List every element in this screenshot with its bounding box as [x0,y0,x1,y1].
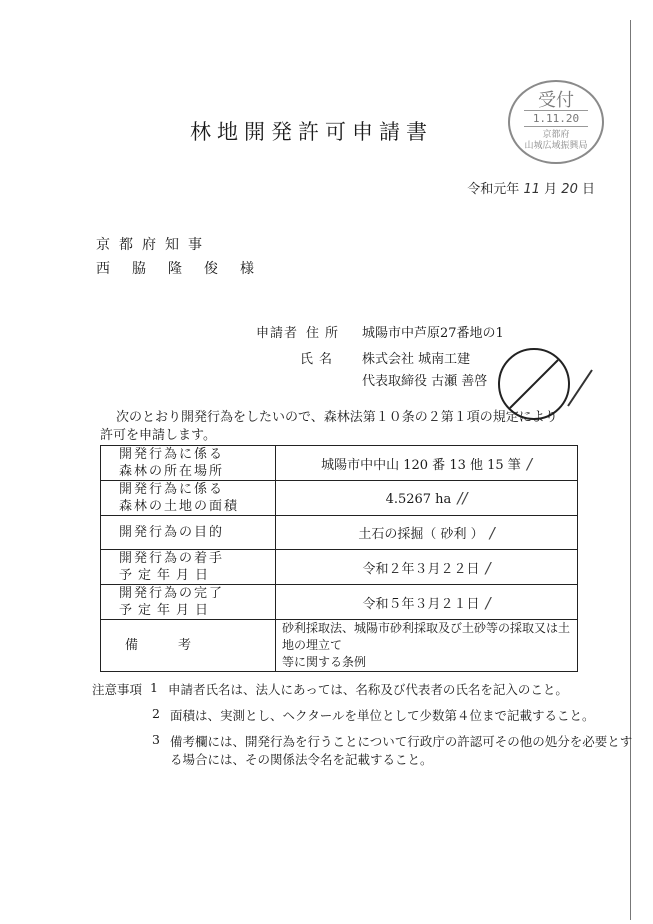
purpose-value: 土石の採掘（ 砂利 ） [358,527,484,542]
date-day-unit: 日 [581,182,595,197]
remarks-line1: 砂利採取法、城陽市砂利採取及び土砂等の採取又は土地の埋立て [282,621,571,652]
row-label-line2: 予定年月日 [119,603,215,618]
row-label-line1: 開発行為に係る [119,447,225,462]
application-table [100,445,578,672]
receipt-stamp-org-line2: 山城広域振興局 [524,141,588,151]
row-label-line1: 開発行為の着手 [119,551,225,566]
applicant-address: 城陽市中芦原27番地の1 [362,326,504,341]
receipt-stamp [508,80,604,164]
date-month: 11 [523,182,540,197]
table-row [101,550,578,585]
addressee-line1: 京都府知事 [96,237,211,253]
location-value: 城陽市中中山 120 番 13 他 15 筆 [321,457,521,473]
end-date-value: 令和５年３月２１日 [362,596,480,612]
check-mark-icon [566,366,596,410]
note-text-continued: る場合には、その関係法令名を記載すること。 [170,752,433,767]
application-date [467,178,595,197]
remarks-label: 備考 [101,620,276,672]
applicant-role: 申請者 [256,326,299,341]
row-label [101,550,276,585]
note-text: 備考欄には、開発行為を行うことについて行政庁の許認可その他の処分を必要とす [170,734,633,749]
applicant-company: 株式会社 城南工建 [362,352,471,367]
note-text: 面積は、実測とし、ヘクタールを単位として少数第４位まで記載すること。 [170,708,595,723]
row-label [101,516,276,550]
addressee-line2: 西脇隆俊様 [96,261,276,277]
table-row [101,481,578,516]
row-label [101,481,276,516]
check-tick-icon: / [485,558,491,577]
remarks-value [276,620,578,672]
document-title: 林地開発許可申請書 [190,120,433,144]
date-day: 20 [561,182,578,197]
date-month-unit: 月 [544,182,558,197]
remarks-line2: 等に関する条例 [282,655,367,669]
row-label [101,585,276,620]
row-label-line1: 開発行為の目的 [119,525,225,540]
row-label-line2: 予定年月日 [119,568,215,583]
row-value [276,550,578,585]
page-edge-line [630,20,631,920]
check-tick-icon: // [457,489,468,507]
statement-line1: 次のとおり開発行為をしたいので、森林法第１０条の２第１項の規定により [116,410,558,425]
name-label: 氏名 [300,352,339,367]
receipt-stamp-label: 受付 [538,90,574,111]
check-tick-icon: / [526,454,532,473]
note-text: 申請者氏名は、法人にあっては、名称及び代表者の氏名を記入のこと。 [168,682,568,697]
row-label-line1: 開発行為の完了 [119,586,225,601]
check-tick-icon: / [485,593,491,612]
start-date-value: 令和２年３月２２日 [362,561,480,577]
date-prefix: 令和元年 [467,182,520,197]
address-label: 住所 [306,326,345,341]
statement-line2: 許可を申請します。 [100,428,216,443]
row-value [276,446,578,481]
row-label-line1: 開発行為に係る [119,482,225,497]
note-number: 1 [150,680,158,695]
area-value: 4.5267 ha [385,492,452,507]
receipt-stamp-date: 1.11.20 [524,110,588,127]
note-number: 2 [152,706,160,721]
receipt-stamp-org-line1: 京都府 [542,130,570,140]
row-label [101,446,276,481]
table-row [101,620,578,672]
table-row [101,516,578,550]
table-row [101,585,578,620]
row-value [276,516,578,550]
receipt-stamp-org [510,130,602,152]
notes-heading: 注意事項 [92,682,143,697]
check-tick-icon: / [489,524,495,542]
row-label-line2: 森林の所在場所 [119,464,225,479]
note-number: 3 [152,732,160,747]
applicant-representative: 代表取締役 古瀬 善啓 [362,374,488,389]
table-row [101,446,578,481]
row-value [276,585,578,620]
row-label-line2: 森林の土地の面積 [119,499,240,514]
row-value [276,481,578,516]
